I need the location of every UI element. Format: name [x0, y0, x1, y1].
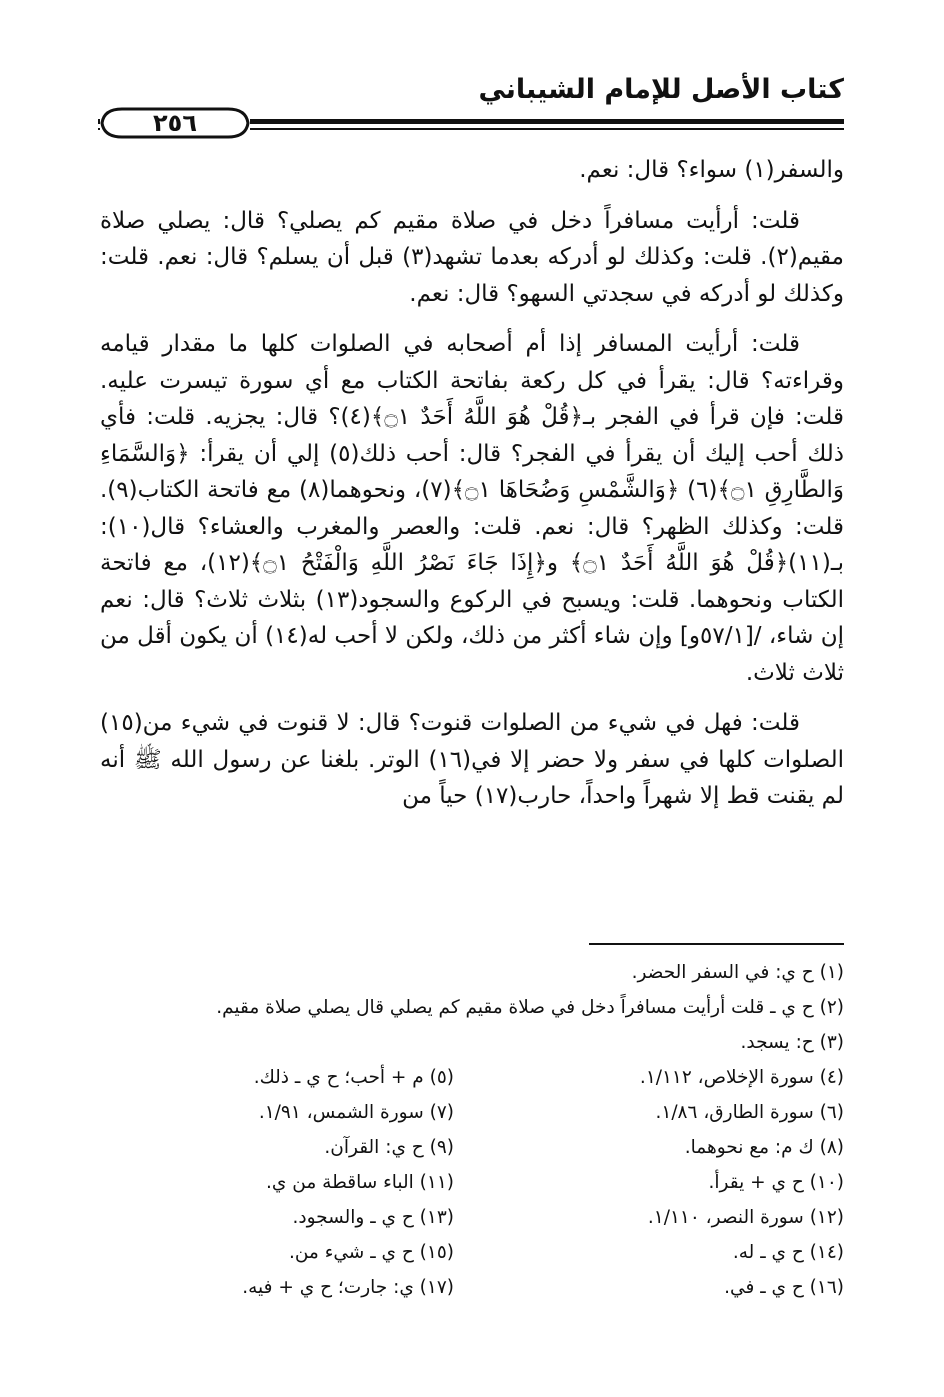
footnote-1: (١) ح ي: في السفر الحضر. — [631, 962, 844, 983]
footnote-12: (١٢) سورة النصر، ١/١١٠. — [647, 1207, 844, 1228]
body-paragraph-4: قلت: فهل في شيء من الصلوات قنوت؟ قال: لا قنوت في شيء من(١٥) الصلوات كلها في سفر ولا حضر إلا في(١٦) الوتر. بلغنا عن رسول الله ﷺ أنه لم يقنت قط إلا شهراً واحداً، حارب(١٧) حياً من — [100, 710, 844, 809]
footnote-row — [100, 1130, 844, 1165]
footnote-row — [100, 1060, 844, 1095]
footnotes — [100, 955, 844, 1305]
footnote-6: (٦) سورة الطارق، ١/٨٦. — [655, 1102, 844, 1123]
footnote-row — [100, 1095, 844, 1130]
footnote-4: (٤) سورة الإخلاص، ١/١١٢. — [639, 1067, 844, 1088]
footnote-row — [100, 955, 844, 990]
footnote-10: (١٠) ح ي + يقرأ. — [708, 1172, 844, 1193]
footnote-5: (٥) م + أحب؛ ح ي ـ ذلك. — [253, 1067, 454, 1088]
footnote-13: (١٣) ح ي ـ والسجود. — [292, 1207, 454, 1228]
page-number-badge — [100, 106, 250, 140]
running-title: كتاب الأصل للإمام الشيباني — [478, 74, 844, 105]
footnote-row — [100, 1200, 844, 1235]
footnote-15: (١٥) ح ي ـ شيء من. — [288, 1242, 454, 1263]
body-paragraph-2: قلت: أرأيت مسافراً دخل في صلاة مقيم كم يصلي؟ قال: يصلي صلاة مقيم(٢). قلت: وكذلك لو أدركه بعدما تشهد(٣) قبل أن يسلم؟ قال: نعم. قلت: وكذلك لو أدركه في سجدتي السهو؟ قال: نعم. — [100, 207, 844, 307]
footnote-row — [100, 1235, 844, 1270]
footnote-row — [100, 1165, 844, 1200]
footnote-row — [100, 1270, 844, 1305]
body-text — [100, 152, 844, 829]
footnote-row — [100, 1025, 844, 1060]
footnote-8: (٨) ك م: مع نحوهما. — [684, 1137, 844, 1158]
footnote-2: (٢) ح ي ـ قلت أرأيت مسافراً دخل في صلاة مقيم كم يصلي قال يصلي صلاة مقيم. — [216, 997, 844, 1018]
footnote-16: (١٦) ح ي ـ في. — [724, 1277, 844, 1298]
page-number: ٢٥٦ — [153, 109, 197, 137]
footnote-separator — [589, 943, 844, 945]
footnote-9: (٩) ح ي: القرآن. — [324, 1137, 454, 1158]
footnote-row — [100, 990, 844, 1025]
footnote-3: (٣) ح: يسجد. — [740, 1032, 844, 1053]
footnote-14: (١٤) ح ي ـ له. — [732, 1242, 844, 1263]
footnote-7: (٧) سورة الشمس، ١/٩١. — [258, 1102, 454, 1123]
footnote-17: (١٧) ي: جارت؛ ح ي + فيه. — [242, 1277, 454, 1298]
body-paragraph-3: قلت: أرأيت المسافر إذا أم أصحابه في الصلوات كلها ما مقدار قيامه وقراءته؟ قال: يقرأ في كل ركعة بفاتحة الكتاب مع أي سورة تيسرت عليه. قلت: فإن قرأ في الفجر بـ﴿قُلْ هُوَ اللَّهُ أَحَدٌ ۝١﴾(٤)؟ قال: يجزيه. قلت: فأي ذلك أحب إليك أن يقرأ في الفجر؟ قال: أحب ذلك(٥) إلي أن يقرأ: ﴿وَالسَّمَاءِ وَالطَّارِقِ ۝١﴾(٦) ﴿وَالشَّمْسِ وَضُحَاهَا ۝١﴾(٧)، ونحوهما(٨) مع فاتحة الكتاب(٩). قلت: وكذلك الظهر؟ قال: نعم. قلت: والعصر والمغرب والعشاء؟ قال(١٠): بـ(١١)﴿قُلْ هُوَ اللَّهُ أَحَدٌ ۝١﴾ و﴿إِذَا جَاءَ نَصْرُ اللَّهِ وَالْفَتْحُ ۝١﴾(١٢)، مع فاتحة الكتاب ونحوهما. قلت: ويسبح في الركوع والسجود(١٣) بثلاث ثلاث؟ قال: نعم إن شاء، /[٥٧/١و] وإن شاء أكثر من ذلك، ولكن لا أحب له(١٤) أن يكون أقل من ثلاث ثلاث. — [100, 331, 844, 686]
footnote-11: (١١) الباء ساقطة من ي. — [266, 1172, 454, 1193]
body-paragraph-1: والسفر(١) سواء؟ قال: نعم. — [579, 157, 844, 183]
